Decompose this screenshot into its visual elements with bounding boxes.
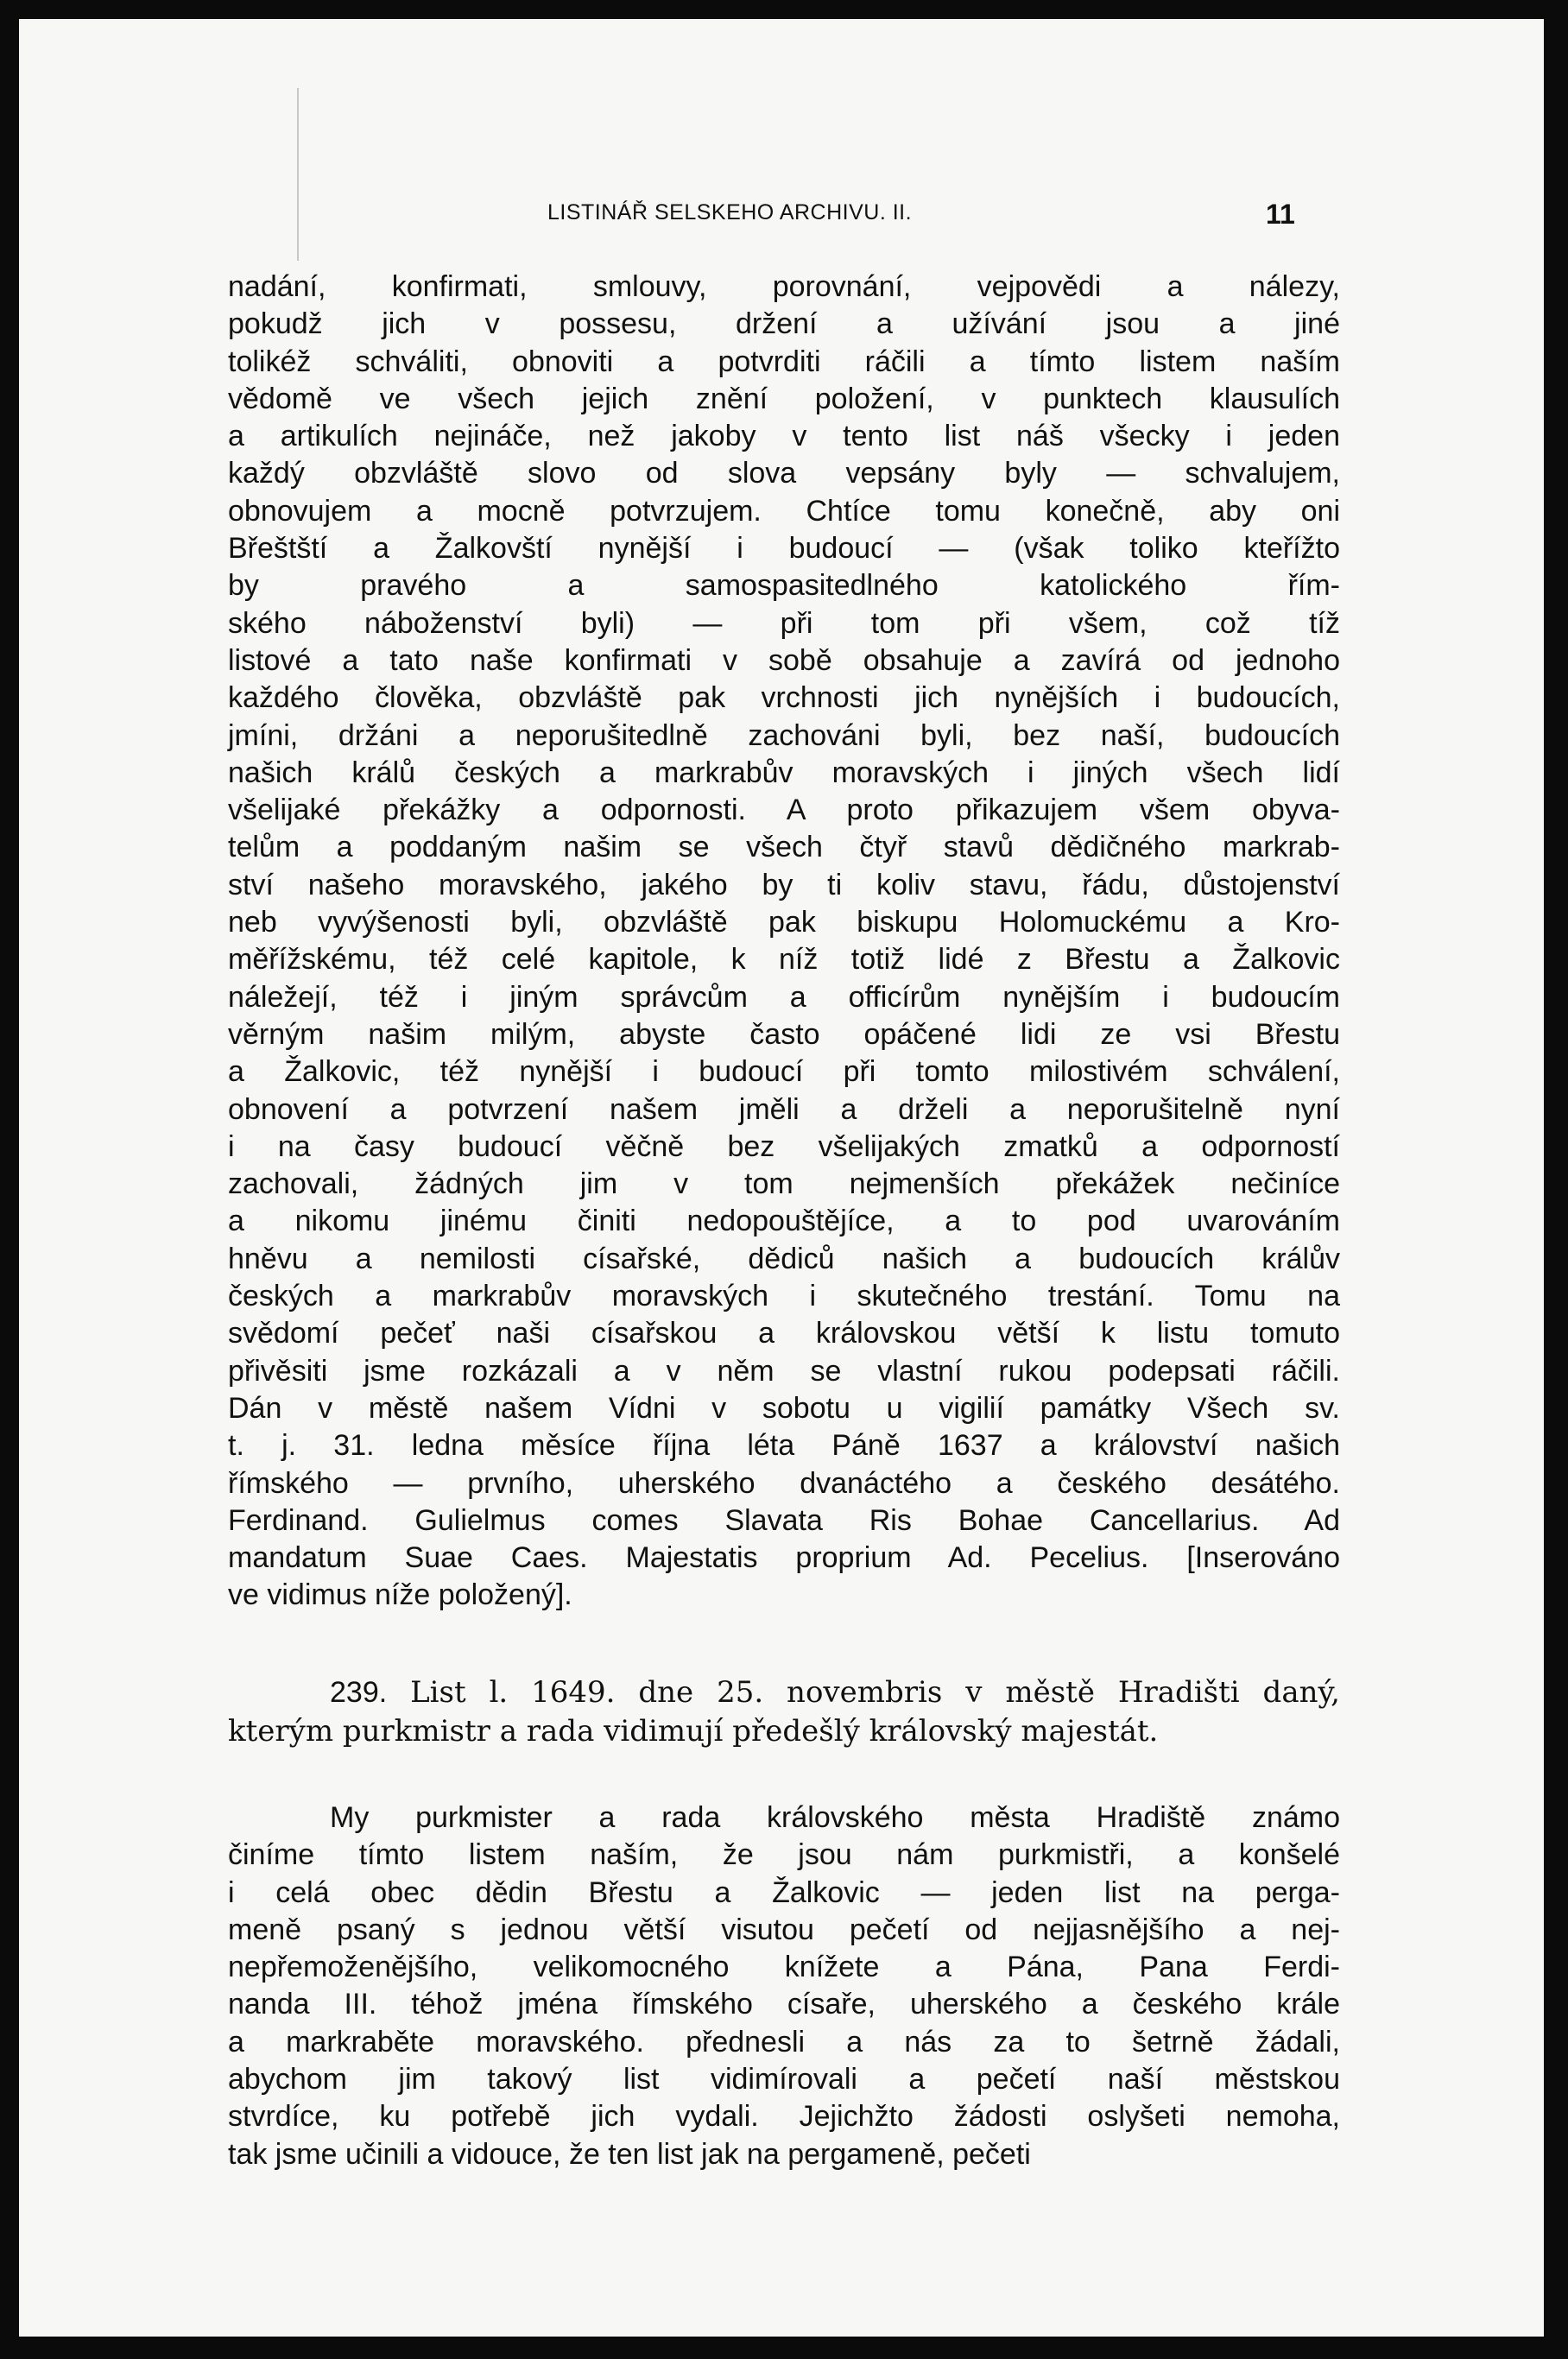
document-heading-239 bbox=[228, 1673, 1340, 1751]
text-line: meně psaný s jednou větší visutou pečetí od nejjasnějšího a nej- bbox=[228, 1913, 1340, 1946]
text-line: činíme tímto listem naším, že jsou nám purkmistři, a konšelé bbox=[228, 1838, 1340, 1872]
heading-line-2: kterým purkmistr a rada vidimují předešlý královský majestát. bbox=[228, 1714, 1159, 1749]
text-line: by pravého a samospasitedlného katolického řím- bbox=[228, 569, 1340, 603]
text-line: My purkmister a rada královského města Hradiště známo bbox=[330, 1801, 1340, 1834]
text-line: i na časy budoucí věčně bez všelijakých zmatků a odporností bbox=[228, 1129, 1340, 1163]
heading-line-1 bbox=[228, 1673, 1340, 1712]
text-line: stvrdíce, ku potřebě jich vydali. Jejichžto žádosti oslyšeti nemoha, bbox=[228, 2100, 1340, 2134]
text-line: a artikulích nejináče, než jakoby v tento list náš všecky i jeden bbox=[228, 420, 1340, 453]
text-line: Břeštští a Žalkovští nynější i budoucí — (však toliko kteřížto bbox=[228, 532, 1340, 566]
text-line: listové a tato naše konfirmati v sobě obsahuje a zavírá od jednoho bbox=[228, 643, 1340, 677]
text-line: abychom jim takový list vidimírovali a pečetí naší městskou bbox=[228, 2063, 1340, 2097]
text-line: a markraběte moravského. přednesli a nás za to šetrně žádali, bbox=[228, 2025, 1340, 2059]
margin-mark bbox=[297, 88, 299, 261]
text-line: nepřemoženějšího, velikomocného knížete a Pána, Pana Ferdi- bbox=[228, 1951, 1340, 1984]
heading-text-1: List l. 1649. dne 25. novembris v městě Hradišti daný, bbox=[410, 1675, 1340, 1710]
document-number: 239. bbox=[330, 1676, 388, 1709]
text-line: každý obzvláště slovo od slova vepsány byly — schvalujem, bbox=[228, 457, 1340, 490]
text-line: všelijaké překážky a odpornosti. A proto přikazujem všem obyva- bbox=[228, 794, 1340, 827]
text-line: přivěsiti jsme rozkázali a v něm se vlastní rukou podepsati ráčili. bbox=[228, 1354, 1340, 1388]
text-line: t. j. 31. ledna měsíce října léta Páně 1637 a království našich bbox=[228, 1429, 1340, 1463]
text-line: vědomě ve všech jejich znění položení, v punktech klausulích bbox=[228, 382, 1340, 415]
text-line: tak jsme učinili a vidouce, že ten list jak na pergameně, pečeti bbox=[228, 2137, 1031, 2171]
text-line: mandatum Suae Caes. Majestatis proprium Ad. Pecelius. [Inserováno bbox=[228, 1541, 1340, 1575]
text-line: tolikéž schváliti, obnoviti a potvrditi ráčili a tímto listem naším bbox=[228, 345, 1340, 378]
text-line: náležejí, též i jiným správcům a officírům nynějším i budoucím bbox=[228, 980, 1340, 1014]
text-line: ve vidimus níže položený]. bbox=[228, 1578, 572, 1612]
text-line: pokudž jich v possesu, držení a užívání jsou a jiné bbox=[228, 307, 1340, 341]
text-line: věrným našim milým, abyste často opáčené lidi ze vsi Břestu bbox=[228, 1017, 1340, 1051]
text-line: jmíni, držáni a neporušitedlně zachováni byli, bez naší, budoucích bbox=[228, 718, 1340, 752]
text-line: českých a markrabův moravských i skutečného trestání. Tomu na bbox=[228, 1280, 1340, 1313]
text-line: a nikomu jinému činiti nedopouštějíce, a to pod uvarováním bbox=[228, 1205, 1340, 1238]
text-line: zachovali, žádných jim v tom nejmenších překážek nečiníce bbox=[228, 1167, 1340, 1201]
text-line: Ferdinand. Gulielmus comes Slavata Ris Bohae Cancellarius. Ad bbox=[228, 1503, 1340, 1537]
text-line: Dán v městě našem Vídni v sobotu u vigilií památky Všech sv. bbox=[228, 1391, 1340, 1425]
text-line: ského náboženství byli) — při tom při všem, což tíž bbox=[228, 606, 1340, 640]
text-line: obnovení a potvrzení našem jměli a drželi a neporušitelně nyní bbox=[228, 1092, 1340, 1126]
book-page bbox=[19, 19, 1544, 2337]
text-line: našich králů českých a markrabův moravských i jiných všech lidí bbox=[228, 756, 1340, 789]
text-line: neb vyvýšenosti byli, obzvláště pak biskupu Holomuckému a Kro- bbox=[228, 906, 1340, 939]
text-line: římského — prvního, uherského dvanáctého a českého desátého. bbox=[228, 1466, 1340, 1500]
paragraph-2 bbox=[228, 1799, 1340, 2173]
text-line: svědomí pečeť naši císařskou a královskou větší k listu tomuto bbox=[228, 1317, 1340, 1350]
text-line: měřížskému, též celé kapitole, k níž totiž lidé z Břestu a Žalkovic bbox=[228, 943, 1340, 977]
header-title: LISTINÁŘ SELSKEHO ARCHIVU. II. bbox=[547, 200, 913, 225]
paragraph-1 bbox=[228, 269, 1340, 1615]
text-line: hněvu a nemilosti císařské, dědiců našich a budoucích králův bbox=[228, 1242, 1340, 1275]
text-line: a Žalkovic, též nynější i budoucí při tomto milostivém schválení, bbox=[228, 1055, 1340, 1089]
page-number: 11 bbox=[1266, 199, 1295, 230]
text-line: nadání, konfirmati, smlouvy, porovnání, vejpovědi a nálezy, bbox=[228, 270, 1340, 303]
running-header bbox=[19, 200, 1544, 235]
text-line: obnovujem a mocně potvrzujem. Chtíce tomu konečně, aby oni bbox=[228, 494, 1340, 528]
text-line: nanda III. téhož jména římského císaře, uherského a českého krále bbox=[228, 1988, 1340, 2021]
text-line: i celá obec dědin Břestu a Žalkovic — jeden list na perga- bbox=[228, 1875, 1340, 1909]
text-line: ství našeho moravského, jakého by ti koliv stavu, řádu, důstojenství bbox=[228, 868, 1340, 901]
text-line: telům a poddaným našim se všech čtyř stavů dědičného markrab- bbox=[228, 831, 1340, 864]
text-line: každého člověka, obzvláště pak vrchnosti jich nynějších i budoucích, bbox=[228, 681, 1340, 715]
